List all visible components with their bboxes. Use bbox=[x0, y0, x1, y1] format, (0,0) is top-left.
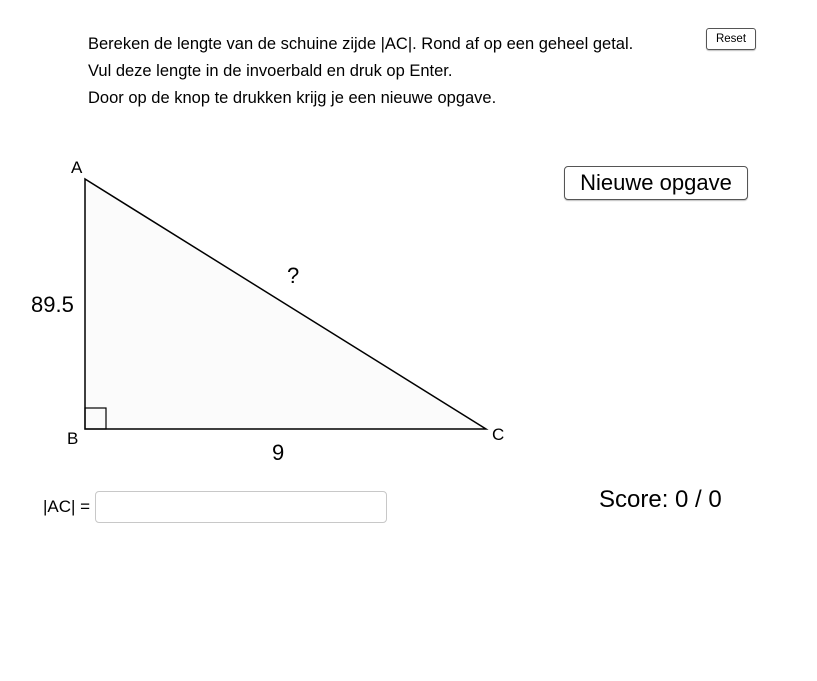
instruction-line-2: Vul deze lengte in de invoerbald en druk op Enter. bbox=[88, 62, 453, 80]
answer-input[interactable] bbox=[95, 491, 387, 523]
instruction-line-3: Door op de knop te drukken krijg je een nieuwe opgave. bbox=[88, 89, 497, 107]
triangle-shape bbox=[85, 179, 486, 429]
side-ac-unknown: ? bbox=[287, 263, 300, 288]
vertex-label-c: C bbox=[492, 425, 505, 444]
answer-label: |AC| = bbox=[43, 497, 91, 516]
reset-button[interactable]: Reset bbox=[706, 28, 756, 50]
vertex-label-a: A bbox=[71, 158, 83, 177]
vertex-label-b: B bbox=[67, 429, 79, 448]
side-bc-length: 9 bbox=[272, 440, 285, 465]
instruction-line-1: Bereken de lengte van de schuine zijde |AC|. Rond af op een geheel getal. bbox=[88, 35, 634, 53]
side-ab-length: 89.5 bbox=[31, 292, 74, 317]
score-display: Score: 0 / 0 bbox=[599, 486, 722, 513]
new-exercise-button[interactable]: Nieuwe opgave bbox=[564, 166, 748, 200]
